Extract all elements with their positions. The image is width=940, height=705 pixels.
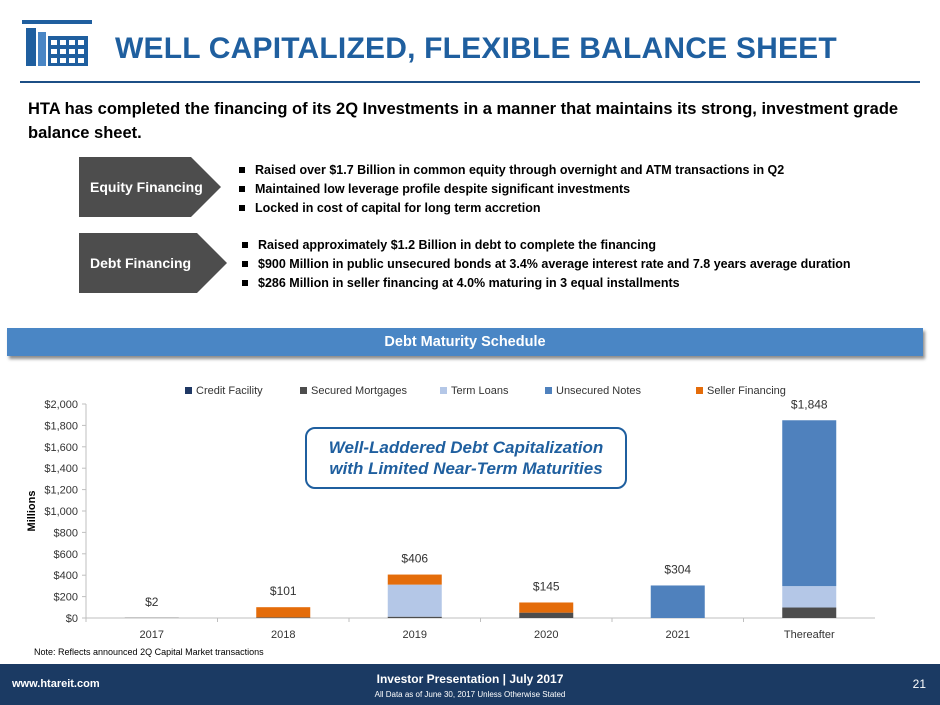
bar-segment [256, 617, 310, 618]
legend-swatch [545, 387, 552, 394]
list-item: $900 Million in public unsecured bonds at 3.4% average interest rate and 7.8 years average duration [242, 255, 851, 274]
legend-label: Unsecured Notes [556, 385, 641, 397]
y-tick-label: $600 [53, 548, 78, 561]
bar-segment [256, 607, 310, 617]
callout-line-1: Well-Laddered Debt Capitalization [328, 438, 604, 457]
y-tick-label: $1,400 [44, 463, 78, 476]
y-tick-label: $200 [53, 591, 78, 604]
legend-label: Term Loans [451, 385, 509, 397]
bar-segment [782, 608, 836, 618]
footer-bar [0, 664, 940, 705]
page-title: WELL CAPITALIZED, FLEXIBLE BALANCE SHEET [115, 32, 837, 65]
list-item: Raised approximately $1.2 Billion in debt to complete the financing [242, 236, 851, 255]
legend-swatch [440, 387, 447, 394]
equity-financing-text: Equity Financing [90, 179, 203, 195]
bar-segment [388, 617, 442, 618]
data-label: $101 [269, 584, 297, 599]
bar-segment [519, 602, 573, 612]
footer-as-of: All Data as of June 30, 2017 Unless Otherwise Stated [374, 690, 566, 699]
legend-label: Credit Facility [196, 385, 263, 397]
legend-swatch [696, 387, 703, 394]
footer-presentation-title: Investor Presentation | July 2017 [376, 672, 564, 686]
data-label: $304 [664, 562, 692, 577]
legend-swatch [185, 387, 192, 394]
equity-financing-label [79, 157, 221, 217]
debt-financing-label [79, 233, 227, 293]
section-header-debt-maturity [7, 328, 923, 356]
list-item: Locked in cost of capital for long term accretion [239, 199, 784, 218]
y-tick-label: $400 [53, 570, 78, 583]
equity-bullets [239, 161, 784, 218]
bar-segment [651, 585, 705, 618]
hta-logo [22, 20, 92, 68]
data-label: $406 [401, 551, 429, 566]
footnote: Note: Reflects announced 2Q Capital Market transactions [34, 647, 264, 657]
x-tick-label: 2020 [534, 629, 559, 641]
y-tick-label: $1,200 [44, 484, 78, 497]
x-tick-label: 2019 [402, 629, 427, 641]
bar-segment [388, 575, 442, 585]
callout-line-2: with Limited Near-Term Maturities [329, 459, 603, 478]
list-item: $286 Million in seller financing at 4.0% maturing in 3 equal installments [242, 274, 851, 293]
x-tick-label: Thereafter [783, 629, 835, 641]
footer-url[interactable]: www.htareit.com [12, 678, 100, 690]
y-tick-label: $1,600 [44, 441, 78, 454]
callout-box [305, 427, 627, 489]
data-label: $145 [532, 579, 560, 594]
list-item: Raised over $1.7 Billion in common equity through overnight and ATM transactions in Q2 [239, 161, 784, 180]
x-tick-label: 2021 [665, 629, 690, 641]
debt-financing-text: Debt Financing [90, 255, 192, 271]
x-tick-label: 2017 [139, 629, 164, 641]
data-label: $1,848 [790, 397, 828, 412]
debt-maturity-chart [0, 370, 940, 655]
y-tick-label: $800 [53, 527, 78, 540]
x-tick-label: 2018 [271, 629, 296, 641]
data-label: $2 [145, 594, 159, 609]
y-tick-label: $1,800 [44, 420, 78, 433]
y-tick-label: $0 [65, 613, 78, 625]
bar-segment [519, 613, 573, 618]
bar-segment [388, 585, 442, 617]
section-title: Debt Maturity Schedule [384, 334, 546, 350]
title-divider [20, 81, 920, 83]
y-axis-label: Millions [26, 490, 38, 532]
page-number: 21 [912, 677, 926, 691]
y-tick-label: $1,000 [44, 506, 78, 518]
list-item: Maintained low leverage profile despite significant investments [239, 180, 784, 199]
debt-bullets [242, 236, 851, 293]
legend-label: Secured Mortgages [311, 385, 407, 397]
y-tick-label: $2,000 [44, 399, 78, 411]
legend-swatch [300, 387, 307, 394]
intro-text: HTA has completed the financing of its 2Q Investments in a manner that maintains its strong, investment grade balance sheet. [28, 100, 899, 142]
legend-label: Seller Financing [707, 385, 786, 397]
bar-segment [782, 420, 836, 586]
bar-segment [782, 586, 836, 607]
